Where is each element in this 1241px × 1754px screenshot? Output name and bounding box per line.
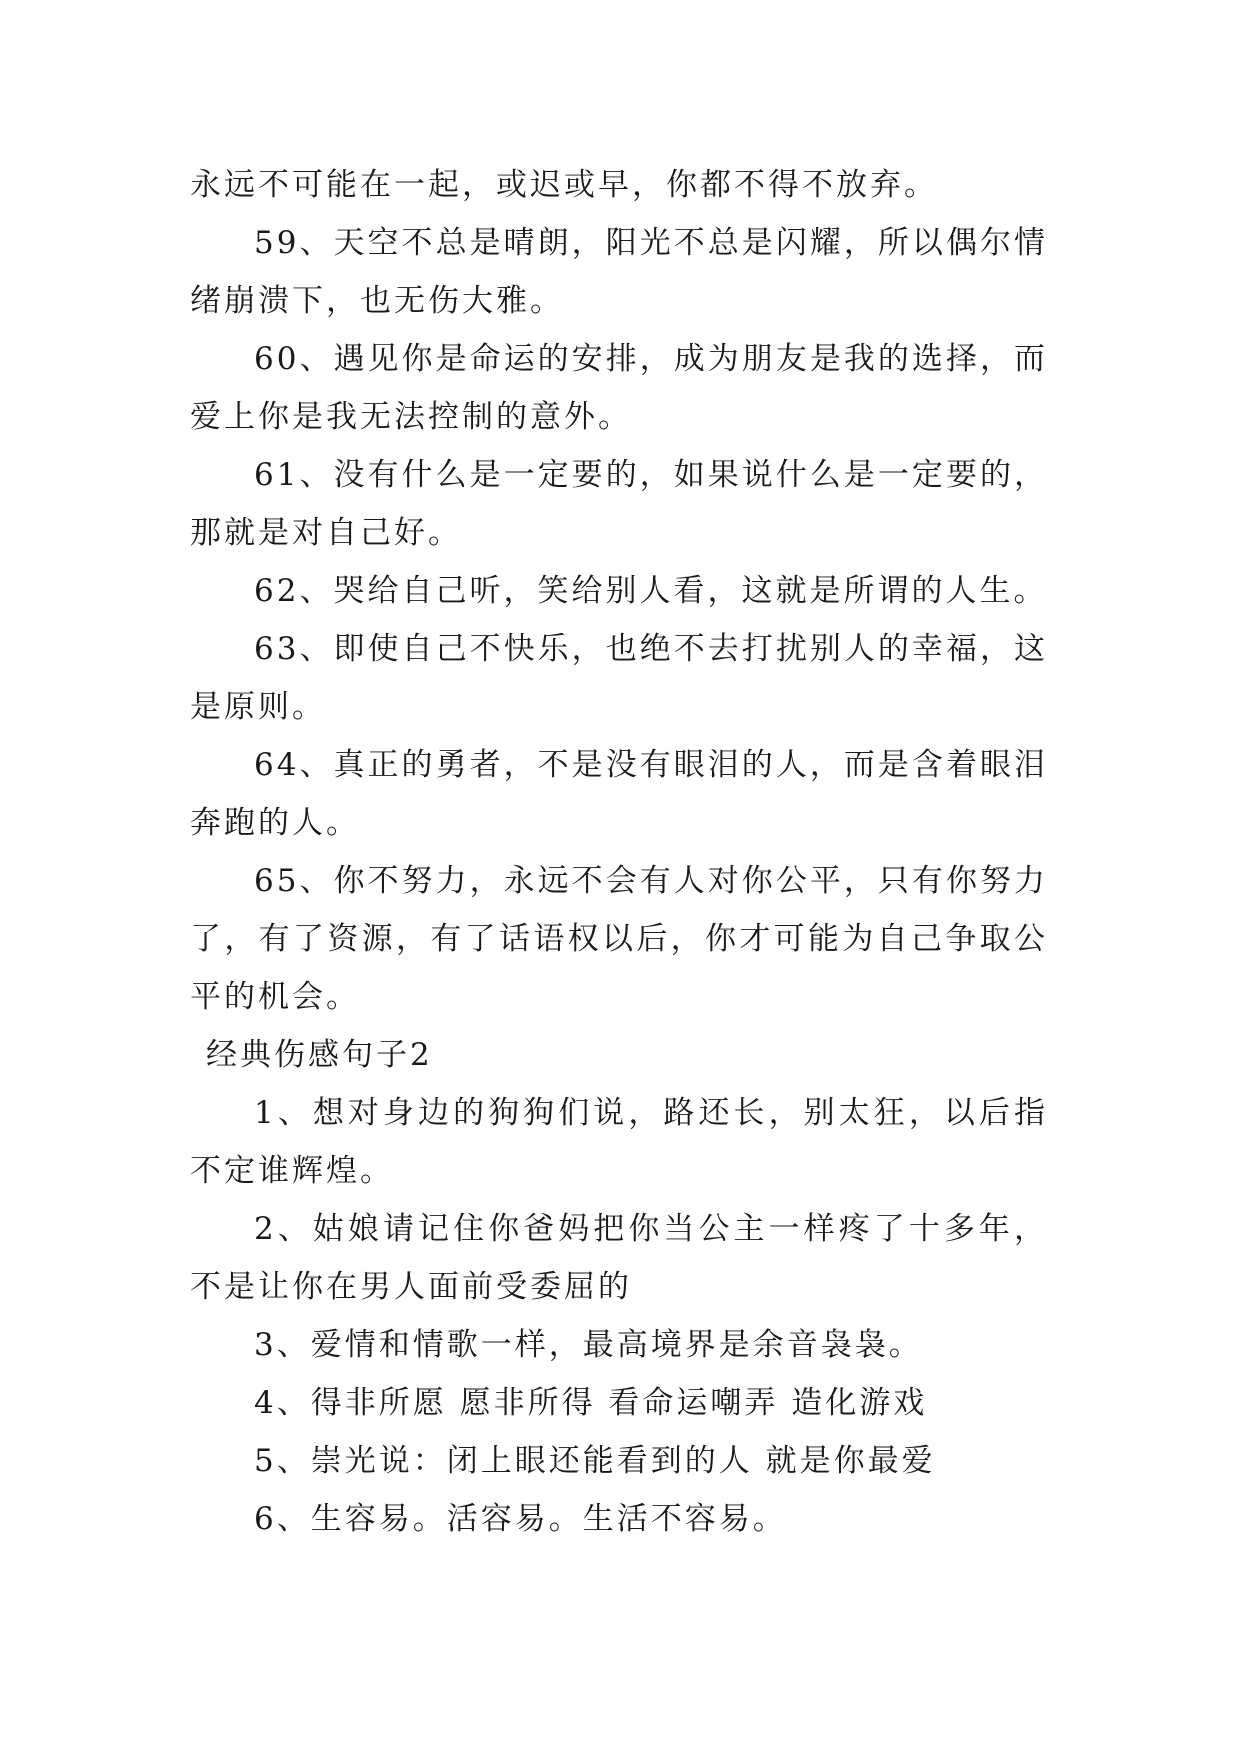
paragraph-item-3: 3、爱情和情歌一样，最高境界是余音袅袅。	[254, 1327, 923, 1363]
paragraph-item-63: 63、即使自己不快乐，也绝不去打扰别人的幸福，这是原则。	[190, 631, 1048, 725]
paragraph-item-60: 60、遇见你是命运的安排，成为朋友是我的选择，而爱上你是我无法控制的意外。	[190, 341, 1048, 435]
paragraph-item-5: 5、崇光说：闭上眼还能看到的人 就是你最爱	[254, 1443, 936, 1479]
section-heading: 经典伤感句子2	[206, 1037, 433, 1073]
paragraph-item-1: 1、想对身边的狗狗们说，路还长，别太狂，以后指不定谁辉煌。	[190, 1095, 1048, 1189]
paragraph-item-62: 62、哭给自己听，笑给别人看，这就是所谓的人生。	[254, 573, 1048, 609]
paragraph-item-59: 59、天空不总是晴朗，阳光不总是闪耀，所以偶尔情绪崩溃下，也无伤大雅。	[190, 225, 1048, 319]
paragraph-item-2: 2、姑娘请记住你爸妈把你当公主一样疼了十多年，不是让你在男人面前受委屈的	[190, 1211, 1048, 1305]
paragraph-item-6: 6、生容易。活容易。生活不容易。	[254, 1501, 787, 1537]
paragraph-item-4: 4、得非所愿 愿非所得 看命运嘲弄 造化游戏	[254, 1385, 928, 1421]
document-page	[190, 156, 1048, 1548]
paragraph-item-65: 65、你不努力，永远不会有人对你公平，只有你努力了，有了资源，有了话语权以后，你才可能为自己争取公平的机会。	[190, 863, 1048, 1015]
paragraph-item-61: 61、没有什么是一定要的，如果说什么是一定要的，那就是对自己好。	[190, 457, 1048, 551]
paragraph-item-64: 64、真正的勇者，不是没有眼泪的人，而是含着眼泪奔跑的人。	[190, 747, 1048, 841]
paragraph: 永远不可能在一起，或迟或早，你都不得不放弃。	[190, 167, 938, 203]
